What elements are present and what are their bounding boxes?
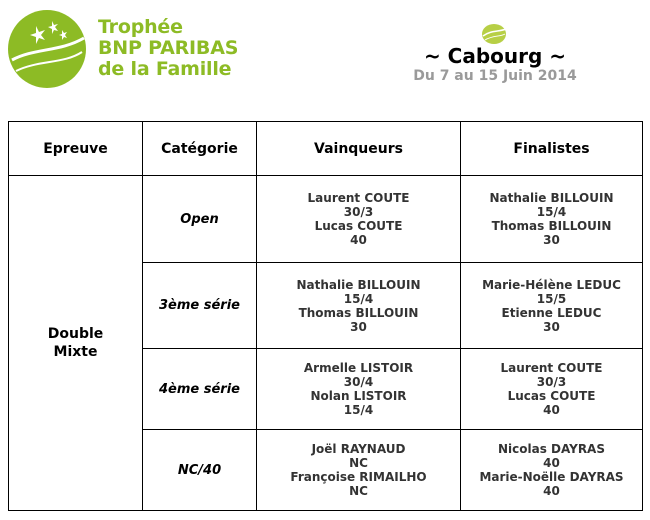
player-2-name: Lucas COUTE [507, 389, 596, 403]
tennis-ball-icon [479, 22, 509, 46]
header-categorie: Catégorie [143, 122, 257, 176]
player-2-name: Etienne LEDUC [501, 305, 602, 320]
table-row [9, 176, 643, 263]
player-1-ranking: 30/4 [343, 375, 374, 389]
categorie-cell: NC/40 [143, 430, 257, 511]
player-2-ranking: 30 [543, 233, 560, 247]
finalistes-cell [461, 176, 643, 263]
vainqueurs-cell [257, 263, 461, 349]
player-1-name: Laurent COUTE [307, 191, 410, 205]
player-1-ranking: 30/3 [343, 205, 374, 219]
header-row [9, 122, 643, 176]
player-2-name: Thomas BILLOUIN [491, 219, 612, 233]
finalistes-cell [461, 263, 643, 349]
player-2-ranking: 40 [543, 484, 560, 498]
logo-line-2: BNP PARIBAS [98, 37, 239, 59]
player-2-name: Thomas BILLOUIN [298, 305, 419, 320]
player-1-ranking: 15/4 [536, 205, 567, 219]
player-1-name: Nathalie BILLOUIN [296, 277, 421, 292]
vainqueurs-cell [257, 349, 461, 430]
event-dates: Du 7 au 15 Juin 2014 [413, 68, 577, 84]
trophy-logo [6, 8, 246, 92]
player-2-name: Françoise RIMAILHO [290, 470, 427, 484]
header-vainqueurs: Vainqueurs [257, 122, 461, 176]
logo-line-1: Trophée [98, 16, 183, 38]
event-title: ~ Cabourg ~ [423, 44, 567, 68]
results-table [8, 121, 643, 511]
player-2-ranking: 30 [543, 319, 560, 334]
player-2-ranking: NC [349, 484, 368, 498]
player-1-name: Laurent COUTE [500, 361, 603, 375]
epreuve-cell [9, 176, 143, 511]
player-1-ranking: 40 [543, 456, 560, 470]
categorie-cell: 4ème série [143, 349, 257, 430]
epreuve-line-1: Double [47, 326, 104, 342]
player-2-ranking: 30 [350, 319, 367, 334]
player-2-ranking: 40 [543, 403, 560, 417]
player-2-name: Lucas COUTE [314, 219, 403, 233]
player-1-ranking: 15/5 [536, 291, 567, 306]
player-1-ranking: 15/4 [343, 291, 374, 306]
vainqueurs-cell [257, 176, 461, 263]
player-2-name: Marie-Noëlle DAYRAS [479, 470, 624, 484]
player-1-name: Marie-Hélène LEDUC [482, 277, 621, 292]
player-1-name: Nicolas DAYRAS [497, 442, 605, 456]
tennis-ball-logo-icon [6, 8, 88, 90]
categorie-cell: Open [143, 176, 257, 263]
vainqueurs-cell [257, 430, 461, 511]
categorie-cell: 3ème série [143, 263, 257, 349]
player-1-name: Nathalie BILLOUIN [489, 191, 614, 205]
player-1-name: Armelle LISTOIR [303, 361, 414, 375]
player-2-name: Nolan LISTOIR [310, 389, 407, 403]
header-finalistes: Finalistes [461, 122, 643, 176]
player-2-ranking: 40 [350, 233, 367, 247]
player-1-ranking: 30/3 [536, 375, 567, 389]
player-2-ranking: 15/4 [343, 403, 374, 417]
logo-line-3: de la Famille [98, 58, 232, 80]
header-epreuve: Epreuve [9, 122, 143, 176]
finalistes-cell [461, 349, 643, 430]
epreuve-line-2: Mixte [53, 344, 98, 360]
finalistes-cell [461, 430, 643, 511]
trophy-logo-text [98, 17, 238, 80]
player-1-name: Joël RAYNAUD [311, 442, 406, 456]
player-1-ranking: NC [349, 456, 368, 470]
